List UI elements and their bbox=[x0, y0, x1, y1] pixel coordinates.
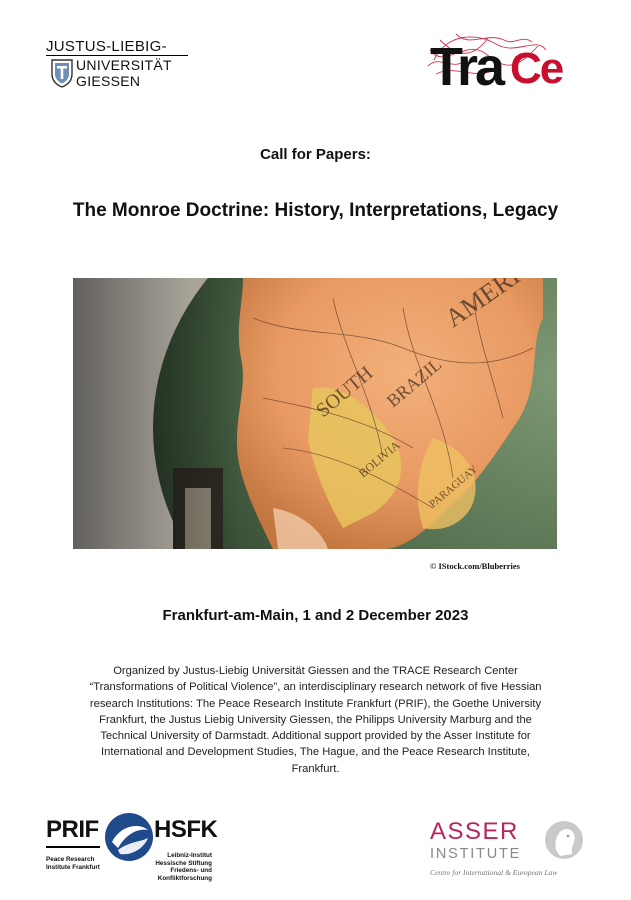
jlu-shield-icon bbox=[50, 58, 74, 88]
jlu-logo-line1: JUSTUS-LIEBIG- bbox=[46, 38, 167, 55]
asser-logo-line2: INSTITUTE bbox=[430, 846, 522, 862]
page-title: The Monroe Doctrine: History, Interpretations, Legacy bbox=[72, 200, 559, 221]
asser-portrait-icon bbox=[544, 820, 584, 860]
hsfk-logo-subtitle bbox=[150, 852, 212, 882]
asser-logo-line1: ASSER bbox=[430, 818, 519, 845]
hsfk-logo-text: HSFK bbox=[154, 816, 218, 843]
prif-logo-subtitle bbox=[46, 856, 100, 871]
prif-globe-icon bbox=[104, 812, 154, 862]
jlu-logo bbox=[46, 38, 196, 94]
jlu-logo-line2: UNIVERSITÄT bbox=[76, 57, 172, 73]
prif-logo-text: PRIF bbox=[46, 816, 99, 843]
prif-sub-line1: Peace Research bbox=[46, 856, 95, 863]
organizers-paragraph: Organized by Justus-Liebig Universität Giessen and the TRACE Research Center “Transformations of Political Violence”, an interdisciplinary research network of five Hessian research Institutions: The Peace Research Institute Frankfurt (PRIF), the Goethe University Frankfurt, the Justus Liebig University Giessen, the Philipps University Marburg and the Technical University of Darmstadt. Additional support provided by the Asser Institute for International and Development Studies, The Hague, and the Peace Research Institute, Frankfurt. bbox=[89, 665, 542, 775]
hsfk-sub-line1: Leibniz-Institut bbox=[167, 852, 212, 859]
asser-logo-line3: Centre for International & European Law bbox=[430, 868, 558, 877]
call-for-papers-heading: Call for Papers: bbox=[260, 146, 371, 163]
prif-sub-line2: Institute Frankfurt bbox=[46, 863, 100, 871]
prif-hsfk-logo bbox=[44, 812, 218, 884]
globe-photo bbox=[73, 278, 557, 549]
trace-logo-tra: Tra bbox=[430, 37, 503, 97]
hsfk-sub-line2: Hessische Stiftung bbox=[155, 859, 212, 867]
trace-logo-ce: Ce bbox=[510, 44, 563, 93]
jlu-logo-rule bbox=[46, 55, 188, 56]
image-credit: © IStock.com/Bluberries bbox=[430, 561, 520, 571]
event-date-location: Frankfurt-am-Main, 1 and 2 December 2023 bbox=[162, 607, 469, 624]
hsfk-sub-line3: Friedens- und Konfliktforschung bbox=[157, 867, 212, 882]
asser-logo bbox=[430, 818, 590, 882]
trace-logo bbox=[426, 30, 586, 96]
prif-logo-rule bbox=[46, 846, 100, 848]
jlu-logo-line3: GIESSEN bbox=[76, 73, 141, 89]
globe-map-image bbox=[73, 278, 557, 549]
